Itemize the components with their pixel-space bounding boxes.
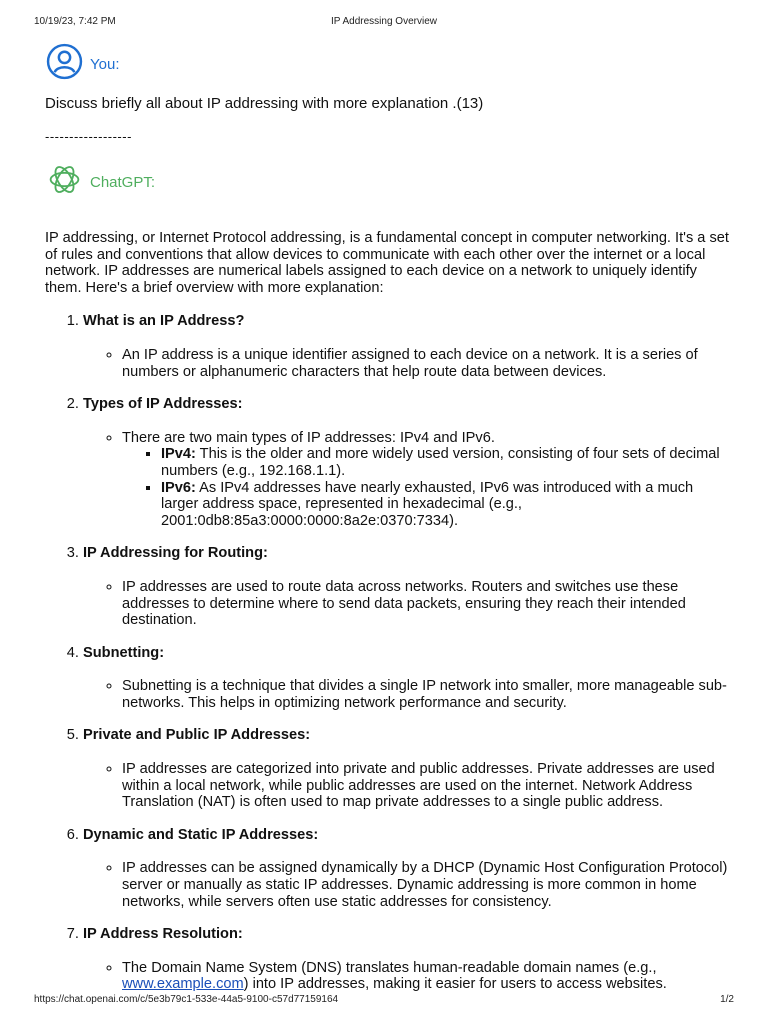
assistant-label: ChatGPT: [90,173,156,191]
page-number: 1/2 [720,994,734,1005]
user-question: Discuss briefly all about IP addressing with more explanation .(13) [45,95,484,112]
user-avatar-icon [46,43,83,85]
ipv4-item [161,446,730,479]
print-header [34,16,734,30]
dns-text-before: The Domain Name System (DNS) translates human-readable domain names (e.g., [122,959,657,976]
ipv6-text: As IPv4 addresses have nearly exhausted, IPv6 was introduced with a much larger address space, represented in hexadecimal (e.g., 2001:0db8:85a3:0000:0000:8a2e:0370:7334). [161,479,694,529]
section-item [83,396,730,529]
section-item [83,827,730,910]
ipv6-term: IPv6: [161,479,196,496]
section-item [83,926,730,993]
section-item [83,545,730,628]
dns-text-after: ) into IP addresses, making it easier for users to access websites. [243,976,667,993]
section-text: ◦ Subnetting is a technique that divides a single IP network into smaller, more manageable sub-networks. This helps in optimizing network performance and security. [122,678,730,711]
section-text: ◦ IP addresses are used to route data across networks. Routers and switches use these addresses to determine where to send data packets, ensuring they reach their intended destination. [122,579,730,629]
user-label: You: [90,55,120,73]
chatgpt-logo-icon [46,161,83,203]
example-link[interactable]: www.example.com [122,976,244,993]
assistant-speaker [46,161,155,203]
ipv4-text: This is the older and more widely used version, consisting of four sets of decimal numbers (e.g., 192.168.1.1). [161,446,720,479]
section-item [83,313,730,380]
section-heading: What is an IP Address? [83,313,245,330]
section-heading: Private and Public IP Addresses: [83,727,311,744]
section-heading: Types of IP Addresses: [83,396,243,413]
intro-paragraph: IP addressing, or Internet Protocol addressing, is a fundamental concept in computer networking. It's a set of rules and conventions that allow devices to communicate with each other over the internet or a local network. IP addresses are numerical labels assigned to each device on a network to uniquely identify them. Here's a brief overview with more explanation: [45,230,729,296]
print-footer [34,994,734,1008]
ipv4-term: IPv4: [161,446,196,463]
sections-list [45,313,730,993]
section-text: ◦ An IP address is a unique identifier assigned to each device on a network. It is a series of numbers or alphanumeric characters that help route data between devices. [122,347,730,380]
section-text: ◦ IP addresses can be assigned dynamically by a DHCP (Dynamic Host Configuration Protocol) server or manually as static IP addresses. Dynamic addressing is more common in home networks, while servers often use static addresses for consistency. [122,860,730,910]
user-speaker [46,43,119,85]
section-text [122,430,730,530]
ipv6-item [161,480,730,530]
page-url: https://chat.openai.com/c/5e3b79c1-533e-44a5-9100-c57d77159164 [34,994,339,1005]
section-heading: IP Address Resolution: [83,926,243,943]
section-heading: IP Addressing for Routing: [83,545,268,562]
section-text-content: There are two main types of IP addresses: IPv4 and IPv6. [122,429,495,446]
assistant-answer [45,230,730,1009]
section-text [122,960,730,993]
section-heading: Dynamic and Static IP Addresses: [83,826,319,843]
page-title: IP Addressing Overview [331,16,437,27]
separator: ------------------ [45,129,132,144]
section-heading: Subnetting: [83,644,165,661]
section-text: ◦ IP addresses are categorized into private and public addresses. Private addresses are used within a local network, while public addresses are used on the internet. Network Address Translation (NAT) is often used to map private addresses to a single public address. [122,761,730,811]
print-datetime: 10/19/23, 7:42 PM [34,16,116,27]
section-item [83,727,730,810]
section-item [83,645,730,712]
